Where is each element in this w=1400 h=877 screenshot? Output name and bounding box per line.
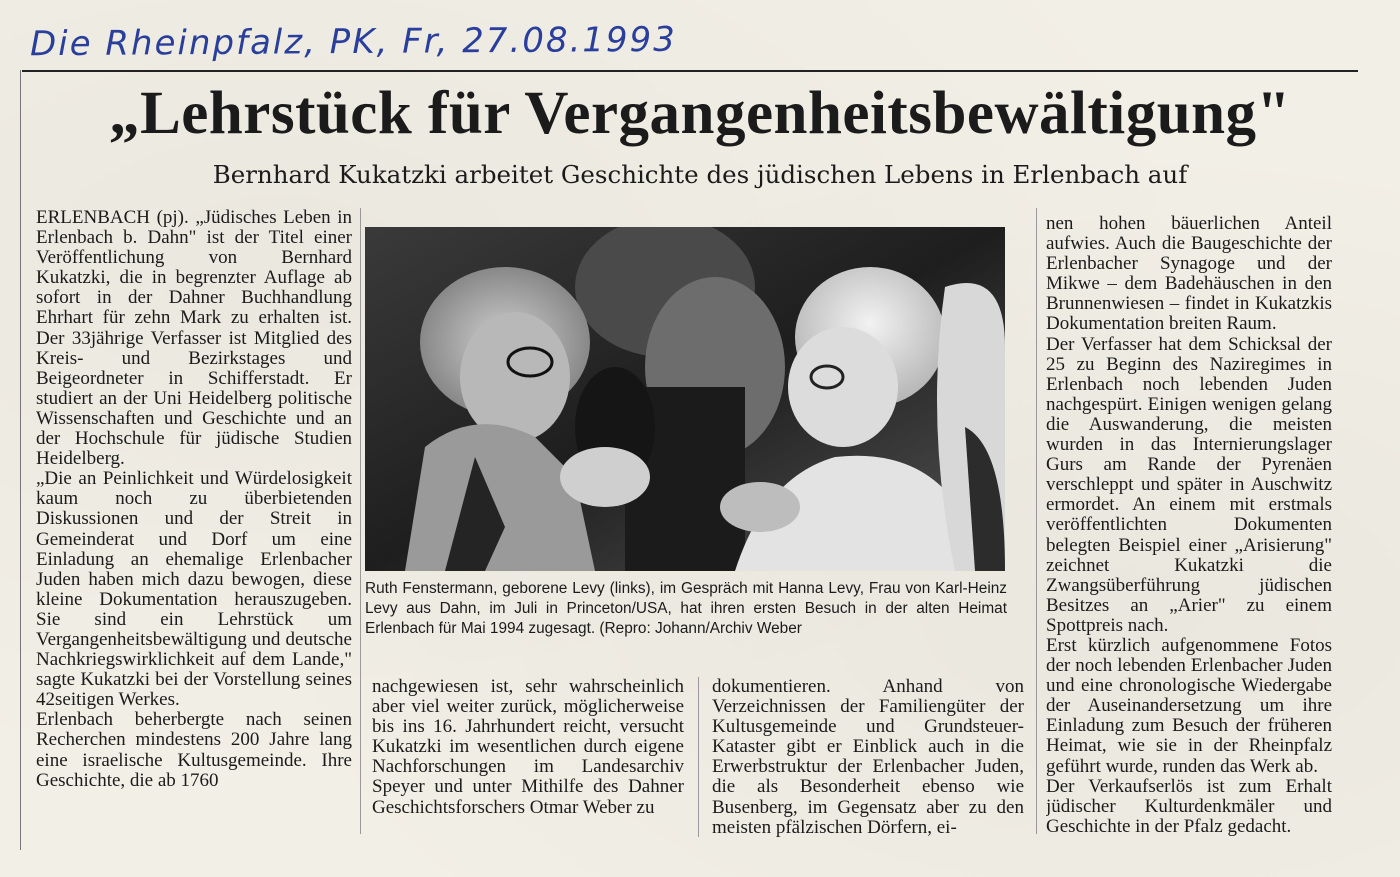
article-photo (365, 227, 1005, 571)
photo-caption: Ruth Fenstermann, geborene Levy (links), im Gespräch mit Hanna Levy, Frau von Karl-Heinz Levy aus Dahn, im Juli in Princeton/USA, hat ihren ersten Besuch in der alten Heimat Erlenbach für Mai 1994 zugesagt. (Repro: Johann/Archiv Weber (365, 580, 1007, 637)
article-column-1: ERLENBACH (pj). „Jüdisches Leben in Erlenbach b. Dahn" ist der Titel einer Veröffentlichung von Bernhard Kukatzki, die in begrenzter Auflage ab sofort in der Dahner Buchhandlung Ehrhart für zehn Mark zu erhalten ist. Der 33jährige Verfasser ist Mitglied des Kreis- und Bezirkstages und Beigeordneter in Schifferstadt. Er studiert an der Uni Heidelberg politische Wissenschaften und Geschichte und an der Hochschule für jüdische Studien Heidelberg. „Die an Peinlichkeit und Würdelosigkeit kaum noch zu überbietenden Diskussionen und der Streit in Gemeinderat und Dorf um eine Einladung an ehemalige Erlenbacher Juden haben mich dazu bewogen, diese kleine Dokumentation herauszugeben. Sie sind ein Lehrstück um Vergangenheitsbewältigung und deutsche Nachkriegswirklichkeit auf dem Lande," sagte Kukatzki bei der Vorstellung seines 42seitigen Werkes. Erlenbach beherbergte nach seinen Recherchen mindestens 200 Jahre lang eine israelische Kultusgemeinde. Ihre Geschichte, die ab 1760 (36, 208, 352, 791)
column-divider (698, 677, 699, 837)
article-column-4: nen hohen bäuerlichen Anteil aufwies. Auch die Baugeschichte der Erlenbacher Synagoge und der Mikwe – dem Badehäuschen in den Brunnenwiesen – findet in Kukatzkis Dokumentation breiten Raum. Der Verfasser hat dem Schicksal der 25 zu Beginn des Naziregimes in Erlenbach noch lebenden Juden nachgespürt. Einigen wenigen gelang die Auswanderung, die meisten wurden in das Internierungslager Gurs am Rande der Pyrenäen verschleppt und später in Auschwitz ermordet. An einem mit erstmals veröffentlichten Dokumenten belegten Beispiel einer „Arisierung" zeichnet Kukatzki die Zwangsüberführung jüdischen Besitzes an „Arier" zu einem Spottpreis nach. Erst kürzlich aufgenommene Fotos der noch lebenden Erlenbacher Juden und eine chronologische Wiedergabe der Auseinandersetzung um ihre Einladung zum Besuch der früheren Heimat, wie sie in der Rheinpfalz geführt wurde, runden das Werk ab. Der Verkaufserlös ist zum Erhalt jüdischer Kulturdenkmäler und Geschichte in der Pfalz gedacht. (1046, 214, 1332, 837)
article-column-3: dokumentieren. Anhand von Verzeichnissen der Familiengüter der Kultusgemeinde und Grundsteuer-Kataster gibt er Einblick auch in die Erwerbstruktur der Erlenbacher Juden, die als Besonderheit ebenso wie Busenberg, im Gegensatz aber zu den meisten pfälzischen Dörfern, ei- (712, 677, 1024, 838)
photo-illustration (365, 227, 1005, 571)
handwritten-source-note: Die Rheinpfalz, PK, Fr, 27.08.1993 (29, 19, 677, 65)
headline: „Lehrstück für Vergangenheitsbewältigung" (109, 80, 1291, 147)
column-divider (1036, 208, 1037, 834)
article-column-2: nachgewiesen ist, sehr wahrscheinlich aber viel weiter zurück, möglicherweise bis ins 16. Jahrhundert reicht, versucht Kukatzki im wesentlichen durch eigene Nachforschungen im Landesarchiv Speyer und unter Mithilfe des Dahner Geschichtsforschers Otmar Weber zu (372, 677, 684, 818)
column-divider (360, 208, 361, 834)
subheadline: Bernhard Kukatzki arbeitet Geschichte des jüdischen Lebens in Erlenbach auf (212, 160, 1188, 189)
top-rule (22, 70, 1358, 72)
